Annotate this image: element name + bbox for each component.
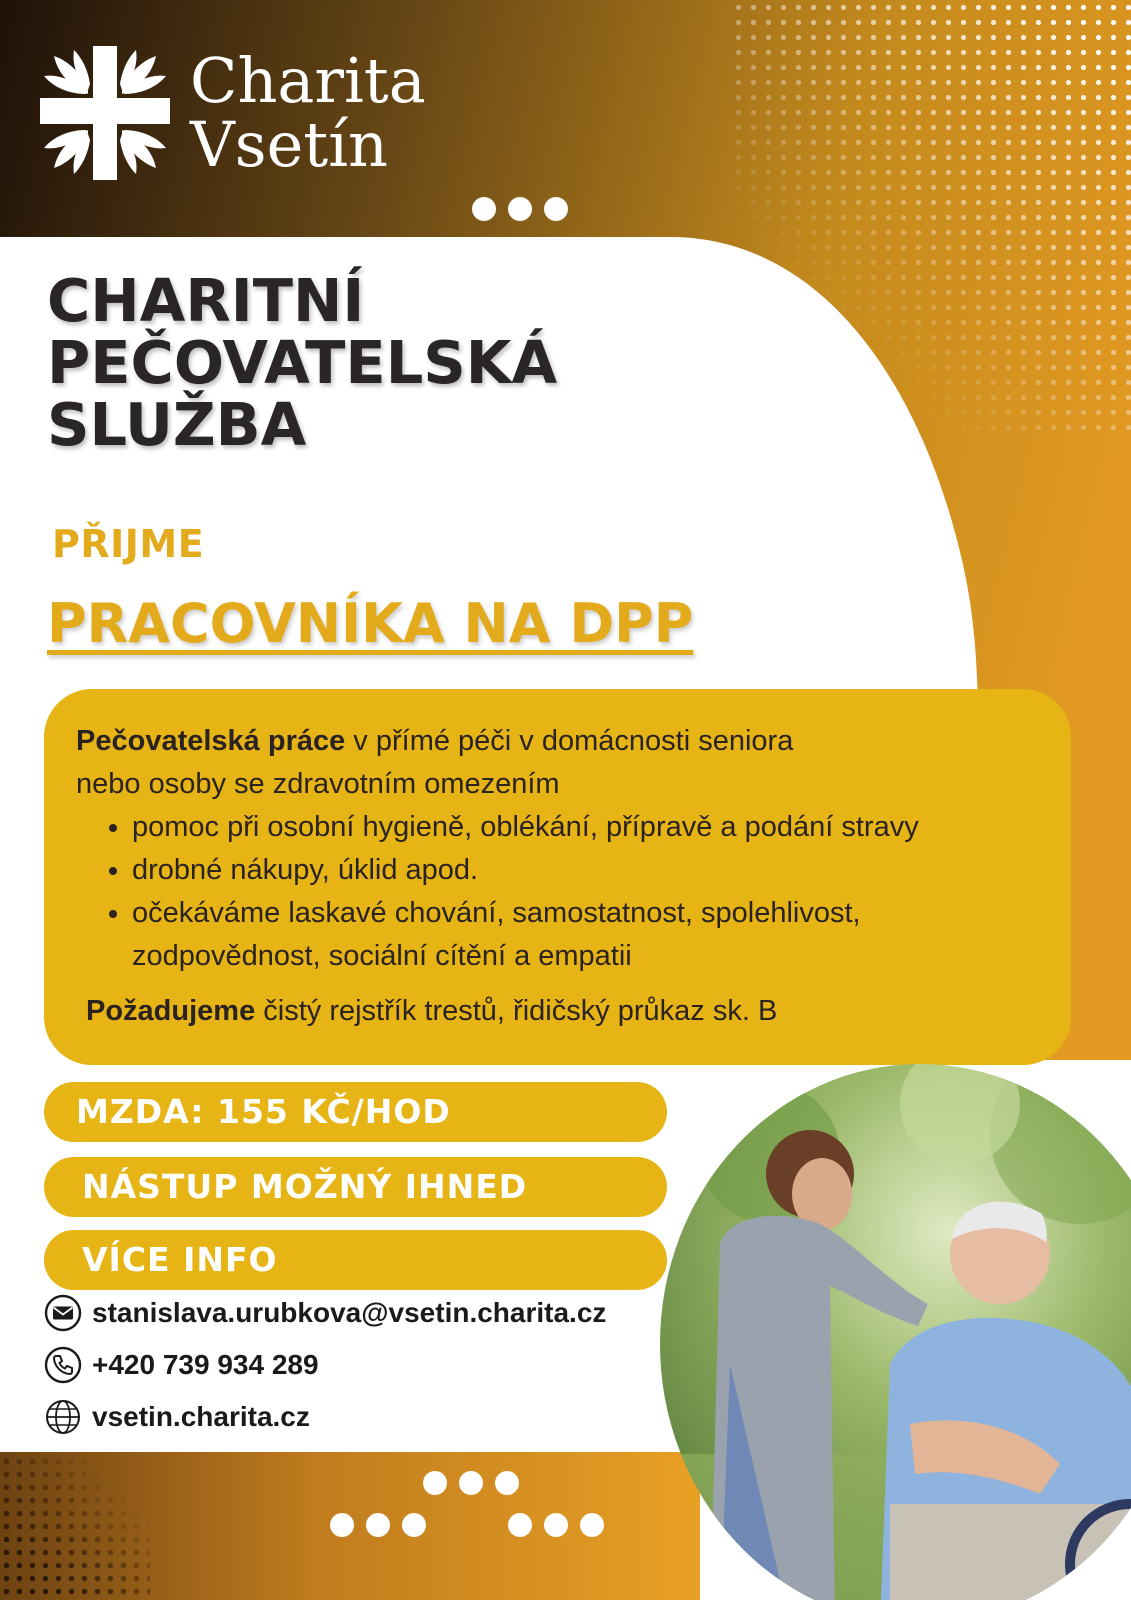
title-line-2: PEČOVATELSKÁ — [47, 328, 558, 397]
contact-web[interactable] — [44, 1398, 310, 1436]
logo-line-2: Vsetín — [190, 108, 388, 181]
title-line-3: SLUŽBA — [47, 390, 307, 459]
duty-item: • pomoc při osobní hygieně, oblékání, přípravě a podání stravy — [132, 806, 1071, 849]
logo-wordmark — [190, 44, 426, 181]
hires-label: PŘIJME — [52, 522, 205, 566]
duty-item: • drobné nákupy, úklid apod. — [132, 849, 1071, 892]
requirements-rest: čistý rejstřík trestů, řidičský průkaz sk. B — [255, 995, 778, 1027]
more-info-pill: VÍCE INFO — [44, 1230, 667, 1290]
description-lead — [76, 720, 1071, 763]
decorative-dot-pattern-bottom — [0, 1455, 150, 1600]
title-line-1: CHARITNÍ — [47, 266, 365, 335]
description-lead-rest-1: v přímé péči v domácnosti seniora — [345, 725, 794, 757]
description-lead-bold: Pečovatelská práce — [76, 725, 346, 757]
contact-phone[interactable] — [44, 1346, 319, 1384]
wage-pill: MZDA: 155 KČ/HOD — [44, 1082, 667, 1142]
duties-list — [76, 806, 1071, 978]
decorative-dots-bottom-3 — [508, 1513, 604, 1537]
start-pill: NÁSTUP MOŽNÝ IHNED — [44, 1157, 667, 1217]
duty-item-line-1: očekáváme laskavé chování, samostatnost, spolehlivost, — [132, 897, 861, 929]
contact-email[interactable] — [44, 1294, 606, 1332]
contact-email-text[interactable]: stanislava.urubkova@vsetin.charita.cz — [92, 1297, 607, 1328]
duty-item — [132, 892, 1071, 978]
envelope-icon — [44, 1294, 82, 1332]
contact-phone-text[interactable]: +420 739 934 289 — [92, 1349, 319, 1380]
logo-line-1: Charita — [190, 44, 426, 117]
page-title — [47, 266, 558, 459]
phone-icon — [44, 1346, 82, 1384]
contact-web-text[interactable]: vsetin.charita.cz — [92, 1401, 310, 1432]
requirements-bold: Požadujeme — [86, 995, 256, 1027]
description-lead-line-2: nebo osoby se zdravotním omezením — [76, 768, 560, 800]
globe-icon — [44, 1398, 82, 1436]
charita-logo — [40, 46, 426, 180]
decorative-dots-bottom-2 — [330, 1513, 426, 1537]
decorative-dots-top — [472, 197, 568, 221]
caritas-cross-flame-icon — [40, 46, 170, 180]
position-title: PRACOVNÍKA NA DPP — [47, 592, 694, 655]
decorative-dots-bottom-1 — [423, 1471, 519, 1495]
decorative-dot-pattern — [731, 0, 1131, 430]
duty-item-line-2: zodpovědnost, sociální cítění a empatii — [132, 940, 632, 972]
job-description-box — [44, 689, 1071, 1065]
requirements — [86, 990, 1071, 1033]
